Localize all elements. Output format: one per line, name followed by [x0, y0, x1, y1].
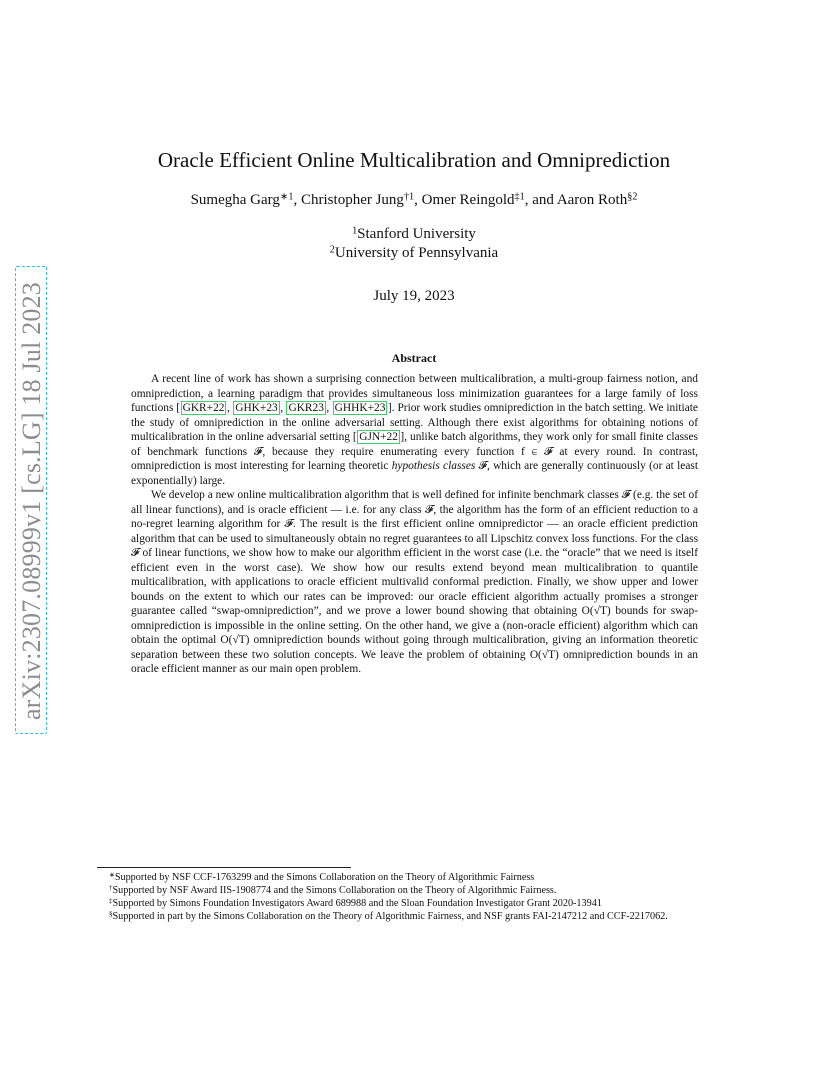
- abstract-body: [131, 372, 698, 677]
- author-name: Aaron Roth: [556, 192, 628, 208]
- abstract-heading: Abstract: [391, 351, 437, 365]
- footnote-mark: ‡: [109, 897, 113, 905]
- author-name: Sumegha Garg: [190, 192, 280, 208]
- affiliation: [0, 245, 828, 262]
- abstract-text: . Prior work studies omniprediction in the batch setting. We initiate the study of omniprediction in the online adversarial setting. Although there exist algorithms for obtaining notions of multicalibration in the online adversarial setting: [131, 402, 698, 443]
- footnote-text: Supported by NSF CCF-1763299 and the Simons Collaboration on the Theory of Algorithmic Fairness: [114, 872, 535, 883]
- citation-link[interactable]: GJN+22: [359, 431, 398, 443]
- author-mark: §2: [627, 191, 638, 203]
- citation-link[interactable]: GKR23: [288, 402, 324, 414]
- abstract-paragraph: We develop a new online multicalibration algorithm that is well defined for infinite benchmark classes 𝓕 (e.g. the set of all linear functions), and is oracle efficient — i.e. for any class 𝓕, the algorithm has the form of an efficient reduction to a no-regret learning algorithm for 𝓕. The result is the first efficient online omnipredictor — an oracle efficient prediction algorithm that can be used to simultaneously obtain no regret guarantees to all Lipschitz convex loss functions. For the class 𝓕 of linear functions, we show how to make our algorithm efficient in the worst case (i.e. the “oracle” that we need is itself efficient even in the worst case). We show how our results extend beyond mean multicalibration to quantile multicalibration, with applications to oracle efficient multivalid conformal prediction. Finally, we show upper and lower bounds on the extent to which our rates can be improved: our oracle efficient algorithm actually promises a stronger guarantee called “swap-omniprediction”, and we prove a lower bound showing that obtaining O(√T) bounds for swap-omniprediction is impossible in the online setting. On the other hand, we give a (non-oracle efficient) algorithm which can obtain the optimal O(√T) omniprediction bounds without going through multicalibration, giving an information theoretic separation between these two solution concepts. We leave the problem of obtaining O(√T) omniprediction bounds in an oracle efficient manner as our main open problem.: [131, 489, 698, 675]
- footnote: [97, 884, 737, 897]
- author-mark: †1: [403, 191, 415, 203]
- footnote: [97, 897, 737, 910]
- footnotes: [97, 871, 737, 923]
- abstract-emphasis: hypothesis classes: [391, 460, 476, 472]
- arxiv-id: arXiv:2307.08999v1 [cs.LG] 18 Jul 2023: [17, 282, 46, 720]
- citation-link[interactable]: GHHK+23: [334, 402, 386, 414]
- footnote-mark: §: [109, 910, 113, 918]
- affiliation-name: University of Pennsylvania: [334, 245, 499, 261]
- citation-link[interactable]: GKR+22: [182, 402, 225, 414]
- affiliation: [0, 226, 828, 243]
- footnote-text: Supported by NSF Award IIS-1908774 and the Simons Collaboration on the Theory of Algorithmic Fairness.: [112, 885, 557, 896]
- author-name: Christopher Jung: [301, 192, 404, 208]
- author-separator: ,: [293, 192, 302, 208]
- author-name: Omer Reingold: [421, 192, 515, 208]
- footnote-mark: †: [109, 884, 113, 892]
- author-mark: ∗1: [279, 191, 294, 203]
- arxiv-stamp: [17, 268, 47, 734]
- footnote: [97, 910, 737, 923]
- affiliation-number: 1: [352, 225, 358, 237]
- author-separator: , and: [524, 192, 557, 208]
- author-mark: ‡1: [514, 191, 525, 203]
- footnote-text: Supported by Simons Foundation Investigators Award 689988 and the Sloan Foundation Investigator Grant 2020-13941: [112, 898, 602, 909]
- footnote-rule: [97, 867, 351, 868]
- footnote-mark: ∗: [109, 871, 115, 879]
- author-separator: ,: [414, 192, 422, 208]
- abstract-text: A recent line of work has shown a surprising connection between multicalibration, a multi-group fairness notion, and omniprediction, a learning paradigm that provides simultaneous loss minimization guarantees for a large family of loss functions: [131, 373, 698, 414]
- paper-date: July 19, 2023: [373, 288, 455, 304]
- footnote-text: Supported in part by the Simons Collaboration on the Theory of Algorithmic Fairness, and NSF grants FAI-2147212 and CCF-2217062.: [112, 911, 668, 922]
- paper-title: Oracle Efficient Online Multicalibration and Omniprediction: [157, 148, 671, 172]
- abstract-paragraph: A recent line of work has shown a surprising connection between multicalibration, a multi-group fairness notion, and omniprediction, a learning paradigm that provides simultaneous loss minimization guarantees for a large family of loss functions [ GKR+22 , GHK+23 , GKR23 , GHHK+23 ]. Prior work studies omniprediction in the batch setting. We initiate the study of omniprediction in the online adversarial setting. Although there exist algorithms for obtaining notions of multicalibration in the online adversarial setting [ GJN+22 ], unlike batch algorithms, they work only for small finite classes of benchmark functions 𝓕, because they require enumerating every function f ∈ 𝓕 at every round. In contrast, omniprediction is most interesting for learning theoretic hypothesis classes 𝓕, which are generally continuously (or at least exponentially) large.: [131, 373, 698, 487]
- footnote: [97, 871, 737, 884]
- author-list: [0, 192, 828, 209]
- affiliation-number: 2: [329, 244, 335, 256]
- abstract-text: 𝓕, which are generally continuously (or at least exponentially) large.: [131, 460, 698, 487]
- abstract-text: , unlike batch algorithms, they work only for small finite classes of benchmark functions 𝓕, because they require enumerating every function f ∈ 𝓕 at every round. In contrast, omniprediction is most interesting for learning theoretic: [131, 431, 698, 472]
- citation-link[interactable]: GHK+23: [235, 402, 278, 414]
- affiliation-name: Stanford University: [357, 226, 476, 242]
